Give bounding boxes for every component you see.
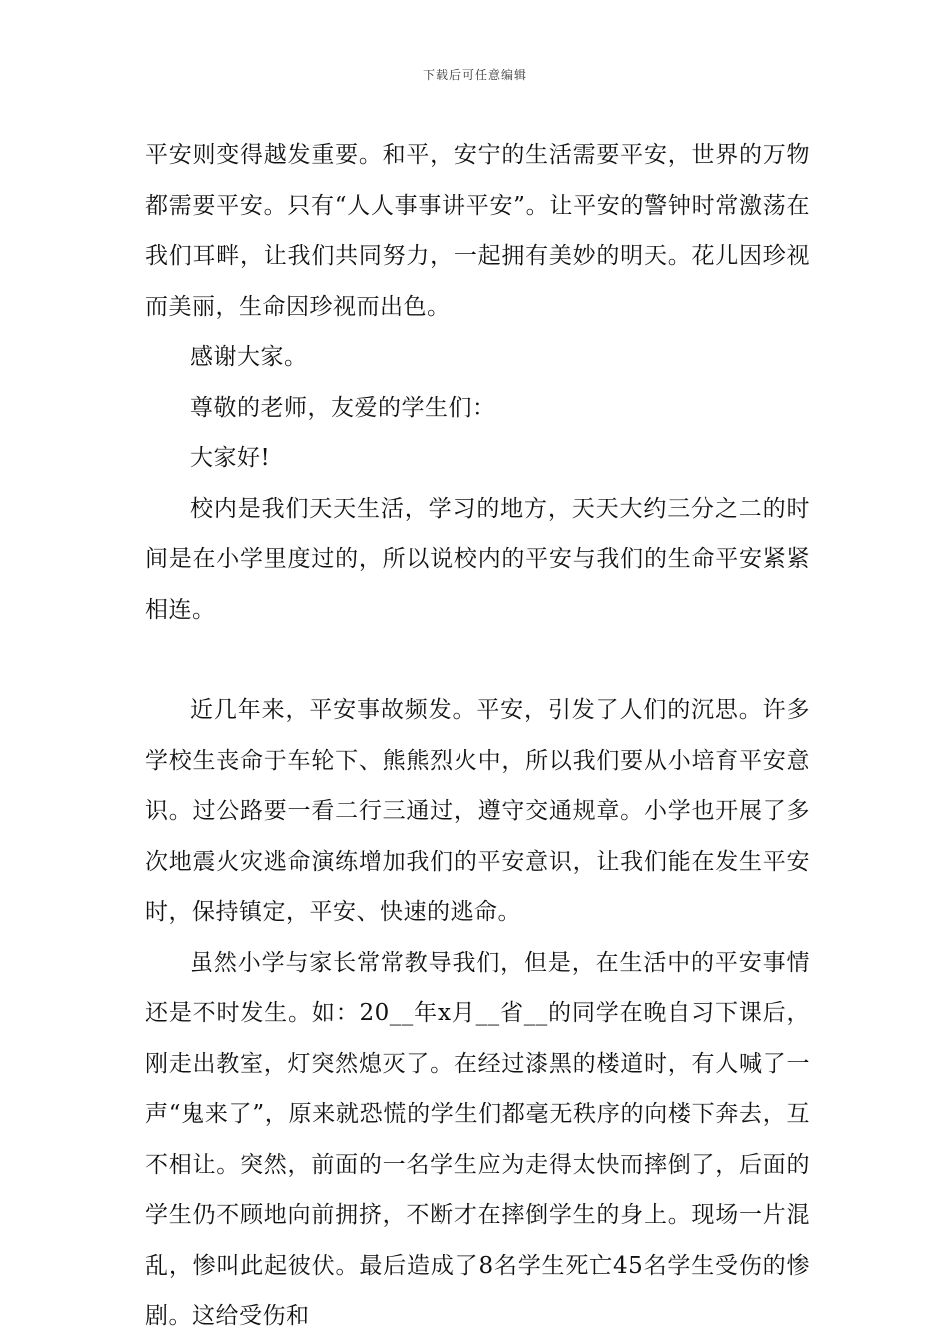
paragraph-school-intro: 校内是我们天天生活，学习的地方，天天大约三分之二的时间是在小学里度过的，所以说校内的平安与我们的生命平安紧紧相连。 <box>145 495 810 623</box>
paragraph-continuation: 平安则变得越发重要。和平，安宁的生活需要平安，世界的万物都需要平安。只有“人人事事讲平安”。让平安的警钟时常激荡在我们耳畔，让我们共同努力，一起拥有美妙的明天。花儿因珍视而美丽，生命因珍视而出色。 <box>145 142 810 320</box>
paragraph-salutation: 尊敬的老师，友爱的学生们： <box>190 394 496 421</box>
paragraph-thanks: 感谢大家。 <box>190 344 308 370</box>
page-header: 下载后可任意编辑 <box>422 68 527 82</box>
document-body <box>145 130 810 1342</box>
paragraph-greeting: 大家好! <box>190 445 271 471</box>
paragraph-incident: 虽然小学与家长常常教导我们，但是，在生活中的平安事情还是不时发生。如：20__年x月__省__的同学在晚自习下课后，刚走出教室，灯突然熄灭了。在经过漆黑的楼道时，有人喊了一声“鬼来了”，原来就恐慌的学生们都毫无秩序的向楼下奔去，互不相让。突然，前面的一名学生应为走得太快而摔倒了，后面的学生仍不顾地向前拥挤，不断才在摔倒学生的身上。现场一片混乱，惨叫此起彼伏。最后造成了8名学生死亡45名学生受伤的惨剧。这给受伤和 <box>145 949 810 1329</box>
paragraph-accidents: 近几年来，平安事故频发。平安，引发了人们的沉思。许多学校生丧命于车轮下、熊熊烈火中，所以我们要从小培育平安意识。过公路要一看二行三通过，遵守交通规章。小学也开展了多次地震火灾逃命演练增加我们的平安意识，让我们能在发生平安时，保持镇定，平安、快速的逃命。 <box>145 697 810 925</box>
